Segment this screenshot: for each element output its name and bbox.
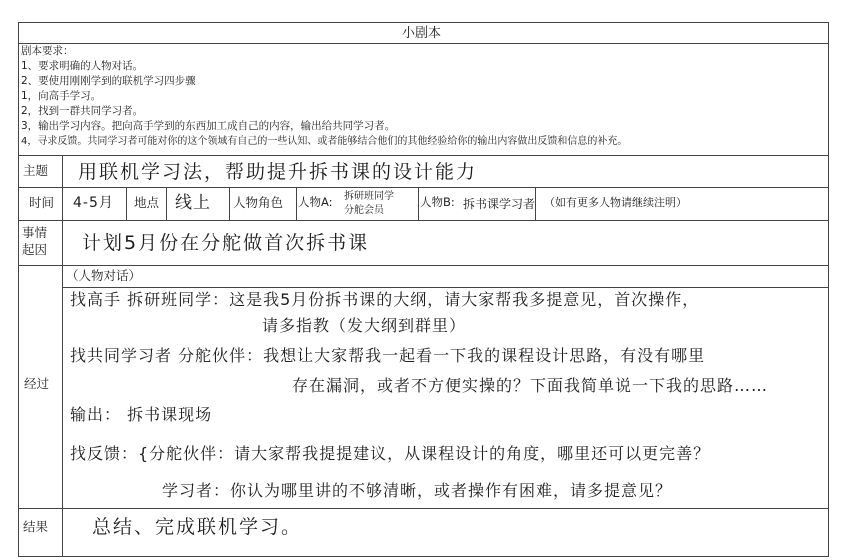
- divider-place-value: [229, 187, 230, 220]
- rule-under-process: [18, 508, 829, 509]
- dialogue-line: 找高手 拆研班同学：这是我5月份拆书课的大纲，请大家帮我多提意见，首次操作，: [70, 290, 700, 309]
- rule-under-time: [18, 220, 829, 221]
- role-b-label: 人物B:: [420, 195, 455, 209]
- dialogue-header: （人物对话）: [66, 268, 142, 283]
- role-a-value-line1: 拆研班同学: [344, 191, 394, 202]
- rule-under-theme: [18, 187, 829, 188]
- dialogue-line: 找共同学习者 分舵伙伴：我想让大家帮我一起看一下我的课程设计思路，有没有哪里: [70, 346, 706, 365]
- rule-under-title: [18, 43, 829, 44]
- result-value: 总结、完成联机学习。: [92, 516, 303, 538]
- more-roles-note: （如有更多人物请继续注明）: [544, 196, 687, 209]
- result-label: 结果: [23, 519, 49, 534]
- time-label: 时间: [29, 195, 55, 210]
- label-column-divider: [62, 155, 63, 557]
- theme-label: 主题: [23, 163, 49, 178]
- cause-label-line2: 起因: [22, 242, 48, 257]
- table-border-left: [18, 22, 19, 557]
- dialogue-line: 请多指教（发大纲到群里）: [262, 316, 467, 335]
- requirement-item: 2、要使用刚刚学到的联机学习四步骤: [21, 75, 196, 87]
- rule-under-dialogue-header: [62, 287, 829, 288]
- role-b-value: 拆书课学习者: [463, 197, 536, 211]
- roles-label: 人物角色: [233, 195, 284, 210]
- place-value: 线上: [175, 193, 211, 213]
- cause-label-line1: 事情: [22, 225, 48, 240]
- table-border-right: [828, 22, 829, 557]
- process-label: 经过: [24, 376, 50, 391]
- theme-value: 用联机学习法，帮助提升拆书课的设计能力: [78, 161, 478, 183]
- time-value: 4-5月: [73, 195, 114, 211]
- requirement-item: 1、要求明确的人物对话。: [21, 60, 144, 72]
- requirement-step: 1，向高手学习。: [21, 90, 102, 102]
- table-border-bottom: [18, 556, 829, 557]
- role-a-label: 人物A:: [298, 195, 333, 209]
- requirement-step: 2，找到一群共同学习者。: [21, 105, 144, 117]
- dialogue-line: 找反馈：{分舵伙伴：请大家帮我提提建议，从课程设计的角度，哪里还可以更完善？: [70, 444, 711, 463]
- dialogue-line: 存在漏洞，或者不方便实操的？下面我简单说一下我的思路……: [292, 376, 769, 395]
- rule-under-cause: [18, 265, 829, 266]
- divider-role-b: [535, 187, 536, 220]
- place-label: 地点: [134, 195, 160, 210]
- form-title: 小剧本: [402, 26, 442, 41]
- dialogue-line: 学习者：你认为哪里讲的不够清晰，或者操作有困难，请多提意见？: [162, 481, 673, 500]
- role-a-value-line2: 分舵会员: [344, 205, 384, 216]
- divider-time-value: [126, 187, 127, 220]
- requirements-heading: 剧本要求：: [21, 45, 74, 57]
- cause-value: 计划5月份在分舵做首次拆书课: [82, 232, 370, 254]
- rule-under-requirements: [18, 155, 829, 156]
- table-border-top: [18, 22, 829, 23]
- requirement-step: 4，寻求反馈。共同学习者可能对你的这个领域有自己的一些认知、或者能够结合他们的其他经验给你的输出内容做出反馈和信息的补充。: [21, 136, 628, 147]
- dialogue-line: 输出： 拆书课现场: [70, 405, 213, 424]
- divider-place-label: [166, 187, 167, 220]
- requirement-step: 3，输出学习内容。把向高手学到的东西加工成自己的内容，输出给共同学习者。: [21, 120, 396, 132]
